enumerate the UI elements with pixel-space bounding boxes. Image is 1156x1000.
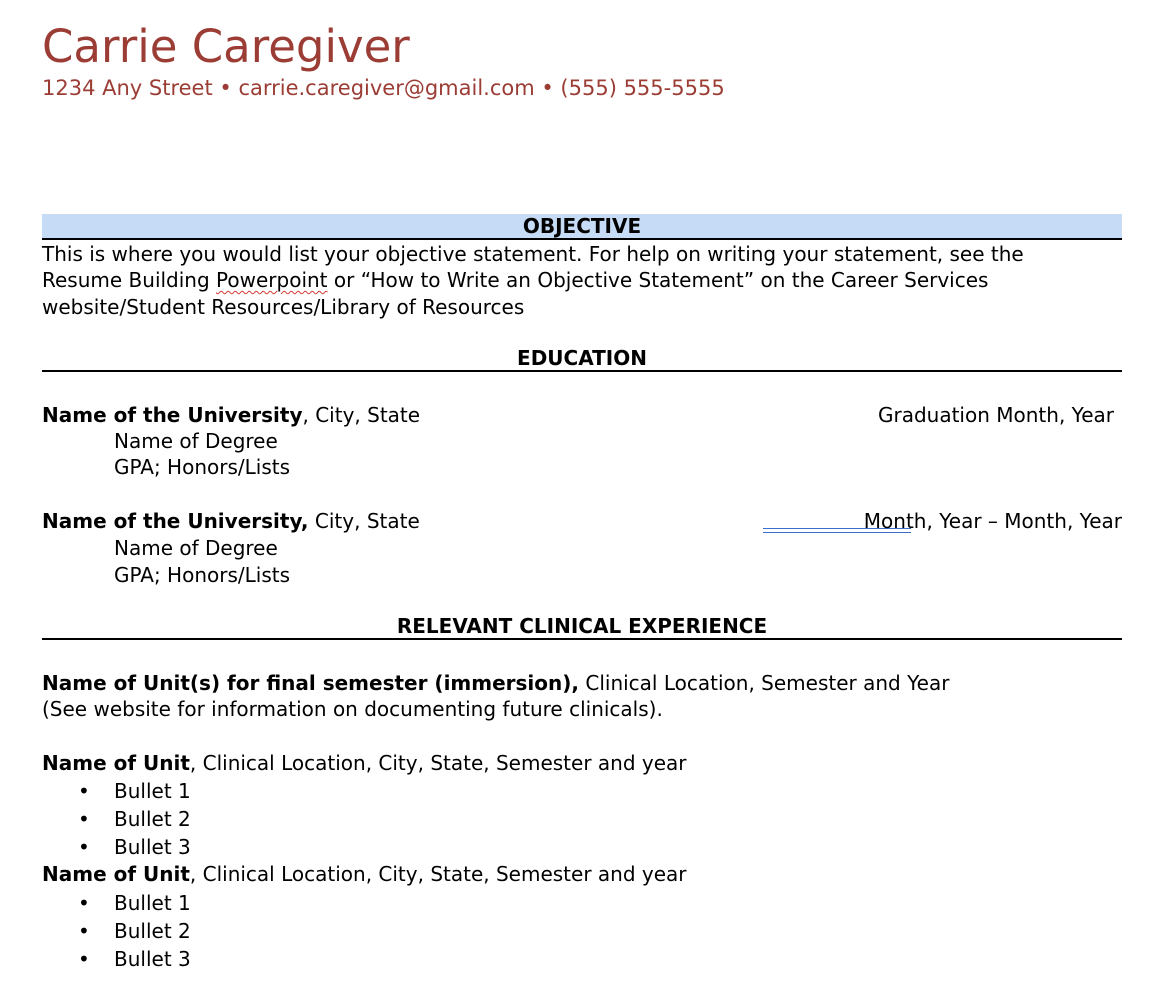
bullet-icon: •	[78, 919, 90, 943]
immersion-entry	[42, 670, 949, 697]
bullet-text: Bullet 1	[114, 779, 191, 803]
gpa-honors: GPA; Honors/Lists	[114, 455, 291, 479]
education-entry-1-date: Graduation Month, Year	[877, 403, 1114, 427]
list-item	[78, 889, 191, 917]
education-entry-2-date: Month, Year – Month, Year	[863, 509, 1122, 533]
unit-entry-1	[42, 750, 687, 777]
unit-detail: , Clinical Location, City, State, Semester and year	[189, 862, 687, 886]
bullet-text: Bullet 1	[114, 891, 191, 915]
education-entry-2-title	[42, 508, 420, 535]
list-item	[78, 945, 191, 973]
objective-line-3: website/Student Resources/Library of Resources	[42, 295, 525, 319]
gpa-honors: GPA; Honors/Lists	[114, 563, 291, 587]
list-item	[78, 917, 191, 945]
bullet-icon: •	[78, 835, 90, 859]
clinical-heading: RELEVANT CLINICAL EXPERIENCE	[42, 614, 1122, 640]
bullet-icon: •	[78, 947, 90, 971]
objective-line-1: This is where you would list your objective statement. For help on writing your statement, see the	[42, 242, 1024, 266]
list-item	[78, 833, 191, 861]
resume-name: Carrie Caregiver	[42, 20, 410, 73]
unit-entry-2	[42, 861, 687, 888]
list-item	[78, 777, 191, 805]
university-name: Name of the University,	[42, 509, 309, 533]
immersion-note: (See website for information on documenting future clinicals).	[42, 697, 663, 721]
immersion-detail: Clinical Location, Semester and Year	[579, 671, 950, 695]
education-heading: EDUCATION	[42, 346, 1122, 372]
bullet-icon: •	[78, 891, 90, 915]
misspelled-word: Powerpoint	[216, 268, 328, 292]
immersion-title: Name of Unit(s) for final semester (immersion),	[42, 671, 580, 695]
bullet-text: Bullet 2	[114, 919, 191, 943]
objective-line-2-end: or “How to Write an Objective Statement” on the Career Services	[327, 268, 989, 292]
unit-detail: , Clinical Location, City, State, Semester and year	[189, 751, 687, 775]
university-name: Name of the University	[42, 403, 303, 427]
university-location: , City, State	[302, 403, 421, 427]
bullet-text: Bullet 3	[114, 947, 191, 971]
education-entry-1-title	[42, 402, 420, 429]
degree-name: Name of Degree	[114, 429, 278, 453]
unit-title: Name of Unit	[42, 862, 190, 886]
bullet-icon: •	[78, 807, 90, 831]
bullet-text: Bullet 2	[114, 807, 191, 831]
objective-line-2	[42, 267, 988, 294]
degree-name: Name of Degree	[114, 536, 278, 560]
bullet-text: Bullet 3	[114, 835, 191, 859]
list-item	[78, 805, 191, 833]
university-location: City, State	[308, 509, 420, 533]
objective-heading: OBJECTIVE	[42, 214, 1122, 240]
contact-line: 1234 Any Street • carrie.caregiver@gmail.com • (555) 555-5555	[42, 76, 725, 100]
objective-line-2-start: Resume Building	[42, 268, 217, 292]
unit-title: Name of Unit	[42, 751, 190, 775]
bullet-icon: •	[78, 779, 90, 803]
